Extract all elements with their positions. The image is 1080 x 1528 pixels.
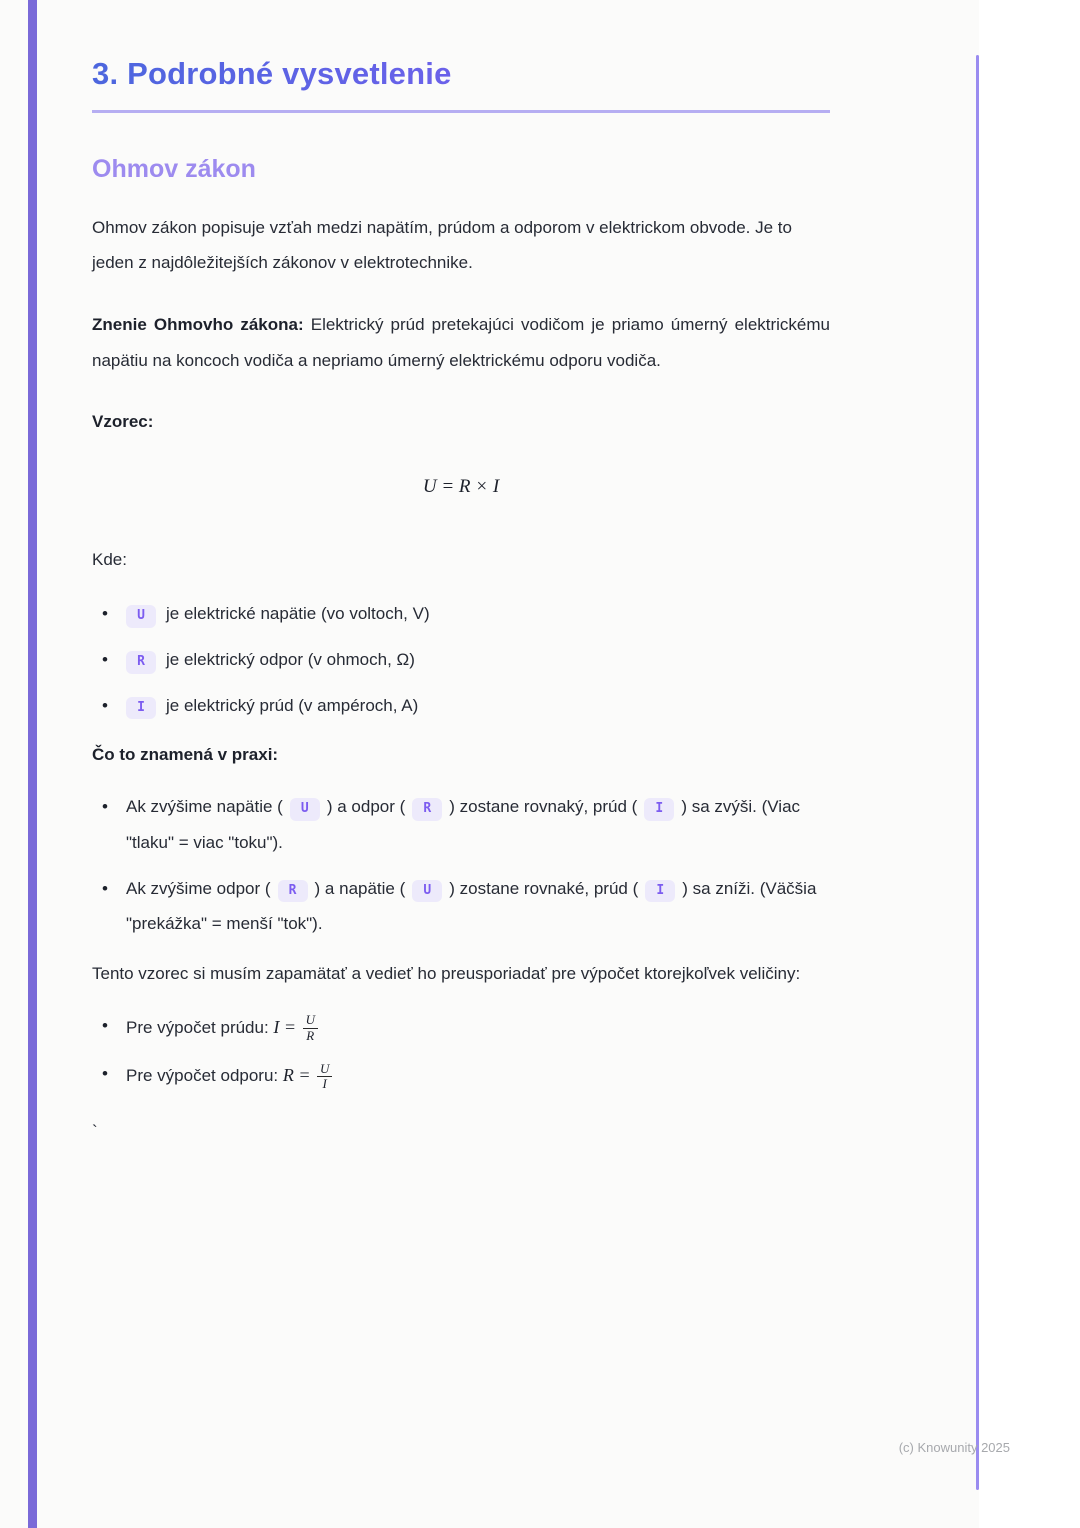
practice-text: Ak zvýšime odpor (	[126, 878, 271, 898]
variable-list	[92, 600, 830, 720]
practice-text: ) zostane rovnaký, prúd (	[449, 797, 638, 817]
math-lhs: I	[273, 1016, 280, 1037]
trailing-character: `	[92, 1122, 98, 1142]
fraction-numerator: U	[305, 1012, 315, 1028]
page-title: 3. Podrobné vysvetlenie	[92, 56, 830, 92]
variable-description: je elektrický odpor (v ohmoch, Ω)	[166, 649, 415, 669]
practice-text: ) a napätie (	[314, 878, 406, 898]
variable-item	[92, 600, 830, 628]
variable-item	[92, 692, 830, 720]
document-content	[92, 56, 830, 1142]
practice-item	[92, 871, 830, 942]
variable-badge: U	[290, 798, 320, 821]
formula: U = R × I	[422, 476, 500, 498]
variable-badge: I	[645, 880, 675, 903]
rearranged-formula-item	[92, 1010, 830, 1044]
math-lhs: R	[282, 1064, 294, 1085]
math-equals: =	[298, 1064, 311, 1085]
right-margin-panel	[979, 0, 1080, 1528]
variable-badge: I	[126, 697, 156, 720]
practice-label: Čo to znamená v praxi:	[92, 745, 279, 765]
section-heading: Ohmov zákon	[92, 154, 256, 183]
rearranged-formula-item	[92, 1058, 830, 1092]
variable-item	[92, 646, 830, 674]
variable-badge: R	[278, 880, 308, 903]
math-fraction	[317, 1062, 332, 1092]
rearranged-formula-list	[92, 1010, 830, 1093]
math-equals: =	[283, 1016, 297, 1037]
variable-description: je elektrické napätie (vo voltoch, V)	[166, 603, 430, 623]
practice-list	[92, 789, 830, 942]
formula-label: Vzorec:	[92, 412, 154, 432]
rearrange-paragraph: Tento vzorec si musím zapamätať a vedieť ho preusporiadať pre výpočet ktorejkoľvek veličiny:	[92, 963, 801, 983]
practice-text: ) sa zvýši. (Viac "tlaku" = viac "toku").	[126, 797, 801, 852]
practice-text: ) zostane rovnaké, prúd (	[449, 878, 639, 898]
math-expression	[273, 1012, 318, 1043]
statement-text: Elektrický prúd pretekajúci vodičom je priamo úmerný elektrickému napätiu na koncoch vodiča a nepriamo úmerný elektrickému odporu vodiča.	[92, 315, 831, 370]
variable-badge: I	[644, 798, 674, 821]
intro-paragraph: Ohmov zákon popisuje vzťah medzi napätím, prúdom a odporom v elektrickom obvode. Je to jeden z najdôležitejších zákonov v elektrotechnike.	[92, 217, 792, 273]
practice-item	[92, 789, 830, 860]
fraction-denominator: R	[303, 1028, 318, 1043]
variable-description: je elektrický prúd (v ampéroch, A)	[166, 695, 419, 715]
practice-text: ) a odpor (	[326, 797, 406, 817]
variable-badge: R	[126, 651, 156, 674]
practice-text: Ak zvýšime napätie (	[126, 797, 283, 817]
practice-text: ) sa zníži. (Väčšia "prekážka" = menší "tok").	[126, 878, 817, 934]
formula-item-label: Pre výpočet odporu:	[126, 1065, 283, 1085]
scrollbar-thumb[interactable]	[976, 55, 979, 1490]
title-underline	[92, 110, 830, 113]
left-accent-stripe	[28, 0, 37, 1528]
statement-label: Znenie Ohmovho zákona:	[92, 315, 304, 335]
variable-badge: U	[412, 880, 442, 903]
fraction-numerator: U	[320, 1060, 330, 1076]
where-label: Kde:	[92, 550, 127, 570]
copyright-footer: (c) Knowunity 2025	[898, 1440, 1010, 1455]
statement-paragraph	[92, 307, 830, 378]
fraction-denominator: I	[317, 1076, 332, 1091]
variable-badge: U	[126, 605, 156, 628]
variable-badge: R	[412, 798, 442, 821]
math-expression	[282, 1060, 333, 1091]
math-fraction	[303, 1013, 318, 1043]
formula-item-label: Pre výpočet prúdu:	[126, 1017, 274, 1037]
